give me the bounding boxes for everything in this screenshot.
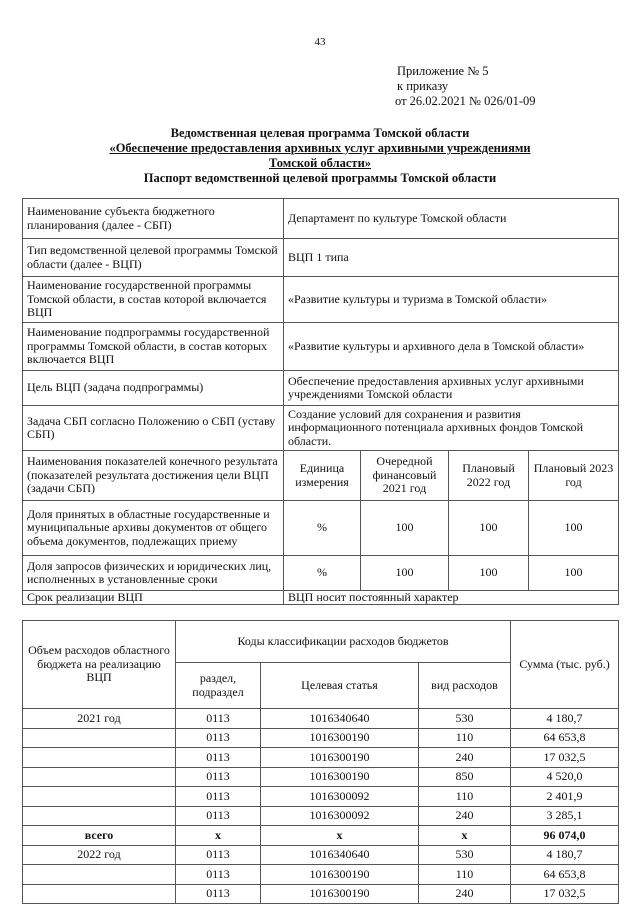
title-line: «Обеспечение предоставления архивных услуг архивными учреждениями xyxy=(109,141,531,155)
passport-value: «Развитие культуры и туризма в Томской области» xyxy=(284,277,619,323)
budget-cell: 4 180,7 xyxy=(511,845,619,865)
budget-row xyxy=(23,709,619,729)
indicator-header: Плановый 2023 год xyxy=(529,451,619,501)
budget-cell: 64 653,8 xyxy=(511,865,619,885)
passport-value: Создание условий для сохранения и развития информационного потенциала архивных фондов Томской области. xyxy=(284,406,619,451)
passport-row xyxy=(23,199,619,239)
indicator-cell: 100 xyxy=(449,556,529,591)
appendix-note xyxy=(397,64,536,109)
title-line: Томской области» xyxy=(268,156,372,170)
passport-value: ВЦП 1 типа xyxy=(284,239,619,277)
budget-cell: 0113 xyxy=(176,709,261,729)
budget-row xyxy=(23,826,619,846)
indicator-row xyxy=(23,556,619,591)
budget-cell: 0113 xyxy=(176,884,261,904)
budget-cell: 2022 год xyxy=(23,845,176,865)
budget-cell: 1016300092 xyxy=(261,787,419,807)
indicator-header-row xyxy=(23,451,619,501)
passport-value: Департамент по культуре Томской области xyxy=(284,199,619,239)
appendix-line: к приказу xyxy=(397,79,449,93)
term-value: ВЦП носит постоянный характер xyxy=(284,591,619,605)
indicator-header: Единица измерения xyxy=(284,451,361,501)
budget-cell: 17 032,5 xyxy=(511,748,619,768)
budget-row xyxy=(23,787,619,807)
document-title xyxy=(20,126,620,186)
budget-cell: 96 074,0 xyxy=(511,826,619,846)
indicator-cell: Доля принятых в областные государственные и муниципальные архивы документов от общего объема документов, подлежащих приему xyxy=(23,501,284,556)
budget-cell: 110 xyxy=(419,865,511,885)
budget-row xyxy=(23,845,619,865)
budget-cell: х xyxy=(419,826,511,846)
budget-row xyxy=(23,884,619,904)
indicator-header: Очередной финансовый 2021 год xyxy=(361,451,449,501)
indicator-cell: 100 xyxy=(529,556,619,591)
budget-row xyxy=(23,748,619,768)
budget-cell: 0113 xyxy=(176,865,261,885)
indicator-header: Наименования показателей конечного результата (показателей результата достижения цели ВЦП (задачи СБП) xyxy=(23,451,284,501)
appendix-line: от 26.02.2021 № 026/01-09 xyxy=(395,94,536,108)
budget-cell: 0113 xyxy=(176,806,261,826)
budget-cell: 1016340640 xyxy=(261,709,419,729)
passport-value: Обеспечение предоставления архивных услуг архивными учреждениями Томской области xyxy=(284,371,619,406)
budget-cell: 1016300190 xyxy=(261,767,419,787)
budget-cell: 2021 год xyxy=(23,709,176,729)
budget-cell: 110 xyxy=(419,787,511,807)
budget-cell: 4 180,7 xyxy=(511,709,619,729)
indicator-cell: 100 xyxy=(529,501,619,556)
header-volume: Объем расходов областного бюджета на реализацию ВЦП xyxy=(23,621,176,709)
budget-cell: 240 xyxy=(419,748,511,768)
budget-cell: 2 401,9 xyxy=(511,787,619,807)
budget-cell xyxy=(23,806,176,826)
passport-row xyxy=(23,371,619,406)
indicator-cell: % xyxy=(284,501,361,556)
budget-cell: 0113 xyxy=(176,845,261,865)
header-type: вид расходов xyxy=(419,663,511,709)
title-line: Ведомственная целевая программа Томской области xyxy=(170,126,470,140)
budget-cell: 1016300092 xyxy=(261,806,419,826)
passport-row xyxy=(23,239,619,277)
budget-cell xyxy=(23,787,176,807)
budget-cell: 530 xyxy=(419,709,511,729)
budget-row xyxy=(23,806,619,826)
passport-row xyxy=(23,406,619,451)
budget-cell xyxy=(23,767,176,787)
budget-cell: 530 xyxy=(419,845,511,865)
budget-cell: 0113 xyxy=(176,767,261,787)
budget-cell: 240 xyxy=(419,806,511,826)
budget-cell xyxy=(23,865,176,885)
budget-cell: 850 xyxy=(419,767,511,787)
passport-label: Тип ведомственной целевой программы Томской области (далее - ВЦП) xyxy=(23,239,284,277)
indicator-cell: % xyxy=(284,556,361,591)
indicator-cell: 100 xyxy=(361,501,449,556)
indicator-cell: 100 xyxy=(361,556,449,591)
passport-label: Задача СБП согласно Положению о СБП (уставу СБП) xyxy=(23,406,284,451)
passport-label: Наименование субъекта бюджетного планирования (далее - СБП) xyxy=(23,199,284,239)
passport-table xyxy=(22,198,619,605)
budget-cell: 64 653,8 xyxy=(511,728,619,748)
passport-value: «Развитие культуры и архивного дела в Томской области» xyxy=(284,323,619,371)
budget-cell: 4 520,0 xyxy=(511,767,619,787)
header-codes: Коды классификации расходов бюджетов xyxy=(176,621,511,663)
budget-cell xyxy=(23,884,176,904)
passport-label: Наименование государственной программы Томской области, в состав которой включается ВЦП xyxy=(23,277,284,323)
budget-cell: 0113 xyxy=(176,787,261,807)
indicator-header: Плановый 2022 год xyxy=(449,451,529,501)
header-sum: Сумма (тыс. руб.) xyxy=(511,621,619,709)
indicator-cell: 100 xyxy=(449,501,529,556)
budget-cell xyxy=(23,728,176,748)
indicator-cell: Доля запросов физических и юридических лиц, исполненных в установленные сроки xyxy=(23,556,284,591)
header-section: раздел, подраздел xyxy=(176,663,261,709)
passport-row xyxy=(23,277,619,323)
passport-label: Цель ВЦП (задача подпрограммы) xyxy=(23,371,284,406)
budget-table xyxy=(22,620,619,904)
page-number: 43 xyxy=(314,36,326,48)
budget-cell: х xyxy=(261,826,419,846)
header-article: Целевая статья xyxy=(261,663,419,709)
budget-cell: всего xyxy=(23,826,176,846)
budget-row xyxy=(23,767,619,787)
term-label: Срок реализации ВЦП xyxy=(23,591,284,605)
budget-cell: х xyxy=(176,826,261,846)
appendix-line: Приложение № 5 xyxy=(397,64,489,78)
budget-cell: 110 xyxy=(419,728,511,748)
budget-cell: 17 032,5 xyxy=(511,884,619,904)
indicator-row xyxy=(23,501,619,556)
budget-cell: 1016340640 xyxy=(261,845,419,865)
title-line: Паспорт ведомственной целевой программы Томской области xyxy=(143,171,497,185)
budget-cell: 3 285,1 xyxy=(511,806,619,826)
budget-cell: 1016300190 xyxy=(261,728,419,748)
budget-cell: 240 xyxy=(419,884,511,904)
budget-cell: 1016300190 xyxy=(261,884,419,904)
term-row xyxy=(23,591,619,605)
passport-label: Наименование подпрограммы государственной программы Томской области, в состав которых включается ВЦП xyxy=(23,323,284,371)
budget-cell: 0113 xyxy=(176,748,261,768)
budget-cell: 1016300190 xyxy=(261,748,419,768)
budget-cell xyxy=(23,748,176,768)
passport-row xyxy=(23,323,619,371)
budget-row xyxy=(23,865,619,885)
budget-cell: 0113 xyxy=(176,728,261,748)
budget-row xyxy=(23,728,619,748)
budget-cell: 1016300190 xyxy=(261,865,419,885)
